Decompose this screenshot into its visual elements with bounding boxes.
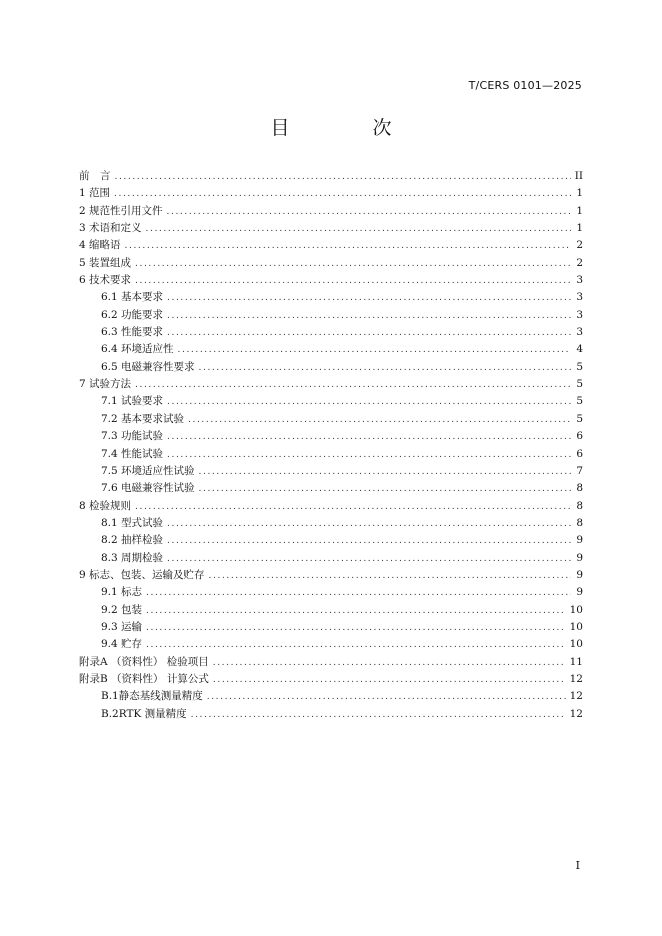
toc-entry[interactable] [79,289,583,306]
toc-leader-dots [146,637,566,654]
toc-entry-title: B.2RTK 测量精度 [101,707,187,720]
toc-leader-dots [135,499,571,516]
toc-leader-dots [191,707,566,724]
toc-entry[interactable] [79,619,583,636]
toc-entry-title: 7.5 环境适应性试验 [101,464,195,477]
toc-entry-page: 10 [569,638,583,651]
toc-entry-title: 附录B （资料性） 计算公式 [79,672,209,685]
toc-entry-title: 8.2 抽样检验 [101,534,164,547]
toc-entry[interactable] [79,203,583,220]
toc-entry[interactable] [79,636,583,653]
toc-entry-page: 3 [576,291,583,304]
toc-entry-title: 7 试验方法 [79,378,132,391]
toc-entry[interactable] [79,446,583,463]
toc-leader-dots [146,603,566,620]
toc-leader-dots [114,186,571,203]
toc-leader-dots [167,429,571,446]
toc-entry-page: 7 [576,464,583,477]
toc-entry-title: 8.3 周期检验 [101,551,164,564]
toc-entry-page: 12 [569,672,583,685]
toc-entry[interactable] [79,359,583,376]
toc-entry-title: 6.3 性能要求 [101,326,164,339]
toc-entry-title: 4 缩略语 [79,239,121,252]
toc-leader-dots [167,447,571,464]
toc-entry-title: 9 标志、包装、运输及贮存 [79,568,205,581]
toc-entry-title: 附录A （资料性） 检验项目 [79,655,209,668]
toc-entry[interactable] [79,480,583,497]
toc-entry-page: 9 [576,534,583,547]
toc-entry[interactable] [79,654,583,671]
toc-entry[interactable] [79,237,583,254]
table-of-contents [79,168,583,723]
toc-entry-page: 10 [569,620,583,633]
toc-entry-title: 7.4 性能试验 [101,447,164,460]
toc-entry[interactable] [79,307,583,324]
footer-page-number: I [575,859,580,872]
toc-entry-page: 5 [576,360,583,373]
toc-entry-page: 12 [569,690,583,703]
toc-entry-page: 11 [569,655,583,668]
toc-leader-dots [167,516,571,533]
toc-entry-title: 6.1 基本要求 [101,291,164,304]
toc-entry-title: 6.4 环境适应性 [101,343,174,356]
toc-entry[interactable] [79,584,583,601]
toc-entry-title: 9.4 贮存 [101,638,143,651]
toc-leader-dots [115,169,571,186]
toc-entry-page: 1 [576,187,583,200]
toc-leader-dots [167,325,571,342]
toc-leader-dots [209,568,571,585]
toc-entry-title: 6.5 电磁兼容性要求 [101,360,195,373]
toc-leader-dots [167,533,571,550]
toc-entry-title: 3 术语和定义 [79,222,142,235]
toc-entry[interactable] [79,220,583,237]
toc-leader-dots [135,273,571,290]
toc-leader-dots [167,290,571,307]
toc-entry-page: 6 [576,430,583,443]
toc-entry-title: 7.6 电磁兼容性试验 [101,482,195,495]
toc-entry[interactable] [79,324,583,341]
toc-entry-title: 前 言 [79,170,111,182]
toc-entry[interactable] [79,393,583,410]
toc-entry-page: 6 [576,447,583,460]
toc-leader-dots [167,394,571,411]
toc-entry[interactable] [79,255,583,272]
toc-entry-page: 2 [576,256,583,269]
document-code: T/CERS 0101—2025 [468,79,582,92]
toc-entry-page: 8 [576,482,583,495]
toc-entry[interactable] [79,376,583,393]
toc-leader-dots [207,689,566,706]
toc-entry[interactable] [79,688,583,705]
toc-entry[interactable] [79,411,583,428]
toc-entry-page: 9 [576,551,583,564]
toc-leader-dots [146,585,571,602]
toc-entry-page: 3 [576,308,583,321]
toc-leader-dots [199,464,571,481]
toc-entry[interactable] [79,185,583,202]
toc-entry-page: 1 [576,204,583,217]
toc-entry[interactable] [79,341,583,358]
toc-entry-page: 4 [576,343,583,356]
toc-entry-title: 7.2 基本要求试验 [101,412,185,425]
toc-entry-page: 5 [576,395,583,408]
toc-entry[interactable] [79,532,583,549]
page-title: 目 次 [270,117,424,139]
toc-entry[interactable] [79,498,583,515]
toc-leader-dots [167,308,571,325]
toc-leader-dots [213,672,566,689]
toc-entry-page: 1 [576,222,583,235]
toc-entry-title: 2 规范性引用文件 [79,204,163,217]
toc-leader-dots [199,481,571,498]
toc-entry-page: 8 [576,499,583,512]
toc-entry[interactable] [79,515,583,532]
toc-entry[interactable] [79,567,583,584]
toc-entry-page: 3 [576,274,583,287]
toc-leader-dots [199,360,571,377]
toc-entry-title: 8 检验规则 [79,499,132,512]
toc-leader-dots [146,620,566,637]
toc-entry[interactable] [79,706,583,723]
toc-entry[interactable] [79,550,583,567]
toc-leader-dots [146,221,571,238]
toc-entry-title: 9.2 包装 [101,603,143,616]
toc-entry-page: 3 [576,326,583,339]
toc-leader-dots [125,238,571,255]
toc-leader-dots [188,412,571,429]
toc-entry-title: 5 装置组成 [79,256,132,269]
toc-entry-page: 5 [576,412,583,425]
toc-entry-page: II [574,170,583,182]
toc-leader-dots [213,655,566,672]
toc-leader-dots [135,256,571,273]
toc-entry-title: 7.1 试验要求 [101,395,164,408]
toc-leader-dots [167,204,571,221]
toc-entry-page: 5 [576,378,583,391]
toc-leader-dots [178,342,571,359]
toc-entry-title: 9.3 运输 [101,620,143,633]
toc-entry[interactable] [79,272,583,289]
toc-entry-page: 9 [576,586,583,599]
toc-entry-page: 10 [569,603,583,616]
toc-entry-title: 6.2 功能要求 [101,308,164,321]
toc-entry-page: 12 [569,707,583,720]
toc-entry-title: 1 范围 [79,187,111,200]
toc-entry[interactable] [79,602,583,619]
toc-entry-page: 8 [576,516,583,529]
toc-entry-title: 8.1 型式试验 [101,516,164,529]
toc-entry-title: B.1静态基线测量精度 [101,690,203,703]
toc-entry-title: 9.1 标志 [101,586,143,599]
toc-entry-title: 6 技术要求 [79,274,132,287]
toc-entry[interactable] [79,168,583,185]
toc-leader-dots [135,377,571,394]
toc-entry-page: 2 [576,239,583,252]
toc-entry[interactable] [79,428,583,445]
toc-leader-dots [167,551,571,568]
toc-entry[interactable] [79,463,583,480]
toc-entry-page: 9 [576,568,583,581]
toc-entry[interactable] [79,671,583,688]
toc-entry-title: 7.3 功能试验 [101,430,164,443]
